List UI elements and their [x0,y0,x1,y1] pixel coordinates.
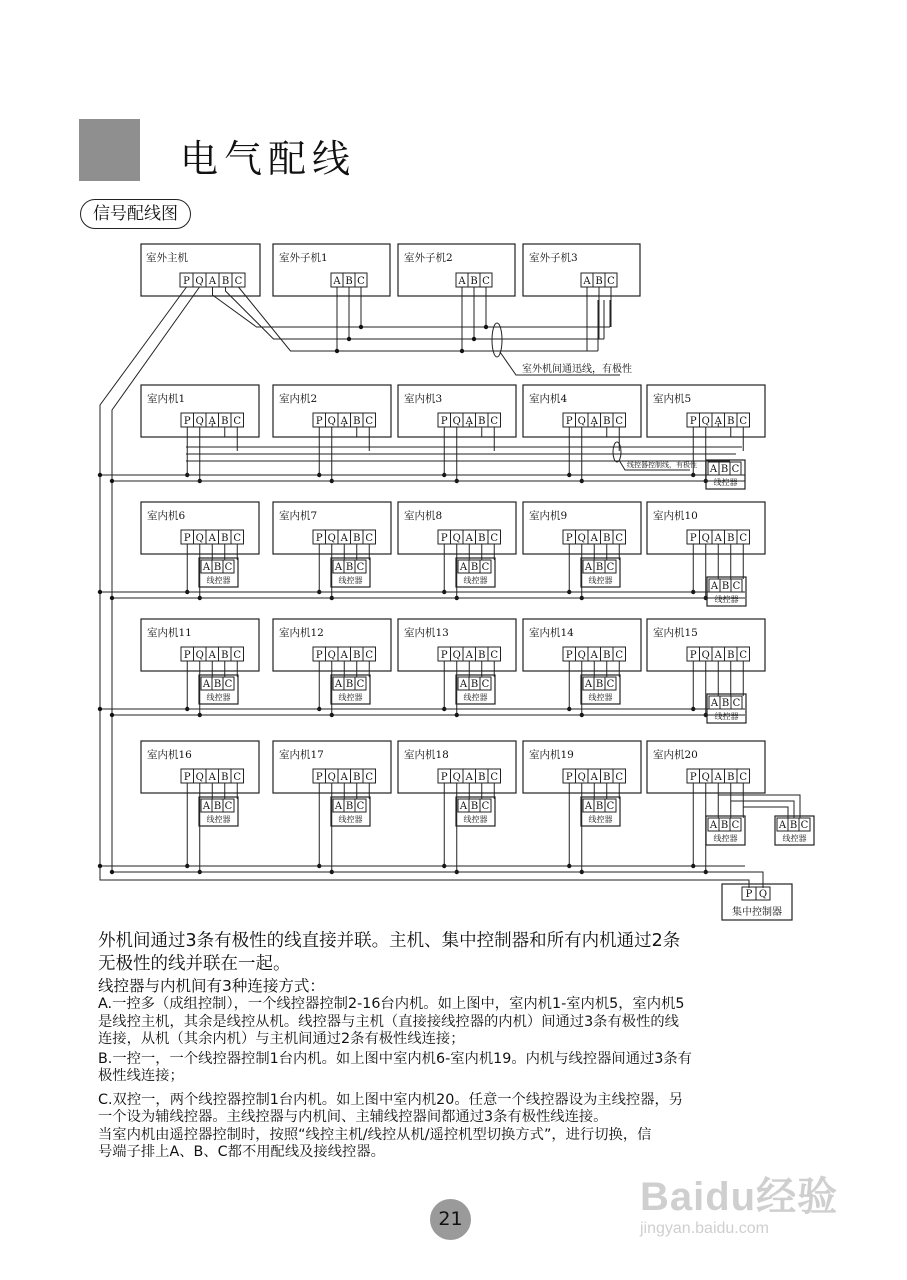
outdoor-sub-terminal-label: A [583,276,591,287]
junction-dot [472,337,476,341]
item-c-line-2: 一个设为辅线控器。主线控器与内机间、主辅线控器间都通过3条有极性线连接。 [98,1109,608,1125]
junction-dot [347,337,351,341]
controller-terminal-label: A [710,581,719,592]
indoor-terminal-label: Q [577,650,586,661]
controller-terminal-label: C [481,679,490,690]
indoor-terminal-label: P [565,650,573,661]
indoor-unit-label: 室内机5 [653,393,692,405]
controller-terminal-label: C [606,801,615,812]
junction-dot [359,325,363,329]
indoor-terminal-label: A [465,650,473,661]
controller-label: 线控器 [713,478,738,487]
junction-dot [460,349,464,353]
indoor-terminal-label: A [340,650,348,661]
indoor-terminal-label: A [714,416,722,427]
controller-terminal-label: B [720,820,729,831]
description-text [98,930,818,1162]
indoor-terminal-label: A [340,416,348,427]
indoor-terminal-label: P [183,416,191,427]
outdoor-sub-terminal-label: B [595,276,603,287]
indoor-terminal-label: Q [577,533,586,544]
indoor-unit-label: 室内机4 [529,393,568,405]
indoor-terminal-label: P [315,416,323,427]
outdoor-sub-label: 室外子机3 [529,252,578,264]
outdoor-main-terminal-label: P [183,276,190,287]
controller-terminal-label: C [606,562,615,573]
controller-terminal-label: C [224,679,233,690]
indoor-terminal-label: B [478,533,486,544]
controller-label: 线控器 [463,576,488,585]
indoor-terminal-label: C [233,416,242,427]
controller-terminal-label: A [584,679,593,690]
controller-terminal-label: A [334,801,343,812]
controller-label: 线控器 [338,815,363,824]
controller-terminal-label: B [213,679,222,690]
indoor-terminal-label: B [603,533,611,544]
outdoor-sub-label: 室外子机1 [279,252,328,264]
indoor-terminal-label: A [714,650,722,661]
item-b-line-1: B.一控一，一个线控器控制1台内机。如上图中室内机6-室内机19。内机与线控器间通过3条有 [98,1050,692,1067]
outdoor-main-terminal-label: B [221,276,230,287]
main-p-bus [100,287,187,880]
indoor-unit-label: 室内机8 [404,510,443,522]
indoor-terminal-label: A [340,772,348,783]
indoor-unit-label: 室内机6 [147,510,186,522]
indoor-terminal-label: B [727,416,735,427]
junction-dot [110,713,114,717]
controller-terminal-label: A [778,820,787,831]
indoor-terminal-label: B [603,416,611,427]
controller-terminal-label: C [356,801,365,812]
indoor-terminal-label: Q [327,650,336,661]
controller-terminal-label: B [789,820,798,831]
controller-terminal-label: B [595,801,604,812]
controller-terminal-label: B [721,581,730,592]
central-controller-label: 集中控制器 [732,907,782,918]
indoor-terminal-label: P [689,533,697,544]
indoor-terminal-label: B [353,533,361,544]
controller-terminal-label: B [345,801,354,812]
indoor-unit-label: 室内机18 [404,749,449,761]
indoor-terminal-label: C [615,416,624,427]
controller-terminal-label: A [202,562,211,573]
watermark [640,1165,860,1238]
indoor-terminal-label: A [714,772,722,783]
indoor-terminal-label: B [727,650,735,661]
outdoor-sub-terminal-label: B [345,276,353,287]
controller-label: 线控器 [714,595,739,604]
outdoor-main-terminal-label: Q [195,276,204,287]
indoor-terminal-label: B [727,772,735,783]
indoor-terminal-label: Q [195,416,204,427]
controller-terminal-label: A [584,801,593,812]
controller-terminal-label: B [721,698,730,709]
outdoor-main-label: 室外主机 [146,252,188,264]
watermark-url: jingyan.baidu.com [640,1220,769,1237]
outdoor-sub-terminal-label: C [357,276,365,287]
controller-terminal-label: C [481,801,490,812]
controller-label: 线控器 [206,693,231,702]
indoor-terminal-label: Q [452,416,461,427]
controller-terminal-label: B [470,562,479,573]
controller-terminal-label: B [345,679,354,690]
indoor-terminal-label: C [615,772,624,783]
indoor-terminal-label: A [590,416,598,427]
controller-terminal-label: A [334,679,343,690]
indoor-terminal-label: A [208,416,216,427]
controller-cable-note: 线控器控制线，有极性 [627,461,697,469]
indoor-terminal-label: A [465,772,473,783]
indoor-terminal-label: Q [701,772,710,783]
indoor-terminal-label: P [183,772,191,783]
indoor-unit-label: 室内机20 [653,749,698,761]
controller-terminal-label: A [709,820,718,831]
indoor-terminal-label: B [478,650,486,661]
indoor-terminal-label: P [689,650,697,661]
indoor-terminal-label: C [615,533,624,544]
indoor-terminal-label: C [739,416,748,427]
controller-terminal-label: C [731,820,740,831]
controller-label: 线控器 [338,576,363,585]
indoor-unit-label: 室内机17 [279,749,324,761]
controller-terminal-label: C [481,562,490,573]
controller-terminal-label: A [584,562,593,573]
indoor-terminal-label: P [689,416,697,427]
junction-dot [110,479,114,483]
controller-terminal-label: C [356,679,365,690]
junction-dot [110,596,114,600]
indoor-unit-label: 室内机7 [279,510,318,522]
junction-dot [335,349,339,353]
central-terminal-label: Q [758,889,768,900]
indoor-terminal-label: Q [577,772,586,783]
junction-dot [98,473,102,477]
indoor-unit-label: 室内机19 [529,749,574,761]
junction-dot [484,325,488,329]
item-a-line-3: 连接，从机（其余内机）与主机间通过2条有极性线连接； [98,1031,465,1047]
controller-terminal-label: A [459,801,468,812]
controller-terminal-label: A [710,698,719,709]
indoor-terminal-label: Q [195,650,204,661]
indoor-terminal-label: Q [452,772,461,783]
indoor-terminal-label: A [714,533,722,544]
controller-label: 线控器 [206,815,231,824]
item-a-line-1: A.一控多（成组控制），一个线控器控制2-16台内机。如上图中，室内机1-室内机5，室内机5 [98,996,685,1012]
controller-terminal-label: C [356,562,365,573]
outdoor-sub-terminal-label: C [482,276,490,287]
indoor-terminal-label: B [603,650,611,661]
indoor-terminal-label: Q [327,416,336,427]
controller-terminal-label: B [345,562,354,573]
controller-label: 线控器 [206,576,231,585]
controller-terminal-label: A [202,679,211,690]
indoor-unit-label: 室内机3 [404,393,443,405]
indoor-terminal-label: A [208,772,216,783]
controller-terminal-label: C [224,562,233,573]
indoor-terminal-label: P [565,772,573,783]
indoor-unit-label: 室内机14 [529,627,574,639]
indoor-terminal-label: B [221,650,229,661]
controller-terminal-label: C [224,801,233,812]
controller-terminal-label: A [459,679,468,690]
outdoor-comm-line [213,287,611,327]
indoor-terminal-label: A [208,650,216,661]
indoor-terminal-label: A [590,772,598,783]
watermark-logo: Baidu经验 [640,1175,839,1219]
indoor-unit-label: 室内机11 [147,627,192,639]
controller-label: 线控器 [588,576,613,585]
controller-terminal-label: C [731,464,740,475]
indoor-unit-label: 室内机13 [404,627,449,639]
indoor-terminal-label: C [365,650,374,661]
controller-terminal-label: B [720,464,729,475]
lead-line-2: 无极性的线并联在一起。 [98,954,291,974]
indoor-unit-label: 室内机16 [147,749,192,761]
lead-line-1: 外机间通过3条有极性的线直接并联。主机、集中控制器和所有内机通过2条 [98,931,681,951]
item-d-line-1: 当室内机由遥控器控制时，按照“线控主机/线控从机/遥控机型切换方式”，进行切换，信 [98,1126,652,1143]
indoor-terminal-label: B [221,533,229,544]
indoor-terminal-label: C [490,416,499,427]
indoor-terminal-label: Q [701,533,710,544]
indoor-terminal-label: C [365,772,374,783]
indoor-terminal-label: C [739,533,748,544]
controller-terminal-label: B [595,679,604,690]
controller-label: 线控器 [463,815,488,824]
controller-label: 线控器 [713,834,738,843]
indoor-terminal-label: C [615,650,624,661]
controller-terminal-label: B [213,801,222,812]
outdoor-main-terminal-label: A [208,276,217,287]
indoor-terminal-label: Q [452,533,461,544]
indoor-terminal-label: P [315,533,323,544]
controller-terminal-label: C [800,820,809,831]
indoor-terminal-label: A [590,533,598,544]
controller-terminal-label: A [202,801,211,812]
page-title: 电气配线 [180,137,357,181]
indoor-unit-label: 室内机2 [279,393,318,405]
indoor-unit-label: 室内机9 [529,510,568,522]
indoor-terminal-label: C [365,416,374,427]
indoor-unit-label: 室内机1 [147,393,186,405]
outdoor-main-terminal-label: C [234,276,243,287]
controller-terminal-label: C [606,679,615,690]
indoor-terminal-label: P [183,533,191,544]
indoor-terminal-label: C [490,772,499,783]
indoor-terminal-label: A [590,650,598,661]
indoor-terminal-label: Q [701,416,710,427]
indoor-terminal-label: C [739,650,748,661]
central-p-line [100,866,749,888]
indoor-terminal-label: B [221,416,229,427]
indoor-unit-label: 室内机10 [653,510,698,522]
outdoor-sub-terminal-label: A [458,276,466,287]
indoor-terminal-label: P [315,772,323,783]
controller-terminal-label: B [213,562,222,573]
sub-heading: 线控器与内机间有3种连接方式： [98,977,325,995]
indoor-terminal-label: A [465,416,473,427]
page-number: 21 [430,1199,471,1240]
controller-terminal-label: B [470,679,479,690]
controller-label: 线控器 [463,693,488,702]
indoor-terminal-label: B [221,772,229,783]
controller-label: 线控器 [782,834,807,843]
item-c-line-1: C.双控一，两个线控器控制1台内机。如上图中室内机20。任意一个线控器设为主线控器，另 [98,1091,684,1108]
controller-terminal-label: A [709,464,718,475]
controller-terminal-label: A [459,562,468,573]
indoor-terminal-label: P [440,533,448,544]
indoor-terminal-label: B [353,772,361,783]
item-a-line-2: 是线控主机，其余是线控从机。线控器与主机（直接接线控器的内机）间通过3条有极性的线 [98,1013,679,1030]
indoor-terminal-label: A [340,533,348,544]
indoor-terminal-label: P [315,650,323,661]
indoor-terminal-label: B [478,772,486,783]
controller-terminal-label: C [732,698,741,709]
indoor-terminal-label: C [233,772,242,783]
indoor-terminal-label: P [440,772,448,783]
indoor-terminal-label: P [440,650,448,661]
indoor-terminal-label: A [208,533,216,544]
indoor-terminal-label: P [565,533,573,544]
cable-bundle-mark [613,442,621,462]
indoor-terminal-label: Q [701,650,710,661]
indoor-terminal-label: B [603,772,611,783]
outdoor-comm-line [239,287,599,351]
indoor-terminal-label: C [365,533,374,544]
indoor-terminal-label: P [689,772,697,783]
controller-label: 线控器 [588,815,613,824]
controller-terminal-label: A [334,562,343,573]
outdoor-sub-terminal-label: C [607,276,615,287]
outdoor-cable-note: 室外机间通迅线，有极性 [522,364,632,375]
outdoor-sub-terminal-label: A [333,276,341,287]
item-d-line-2: 号端子排上A、B、C都不用配线及接线控器。 [98,1144,385,1160]
indoor-terminal-label: A [465,533,473,544]
indoor-terminal-label: C [233,533,242,544]
controller-terminal-label: B [595,562,604,573]
indoor-terminal-label: B [727,533,735,544]
controller-label: 线控器 [338,693,363,702]
item-b-line-2: 极性线连接； [98,1068,184,1084]
section-tag: 信号配线图 [80,199,191,229]
indoor-terminal-label: C [233,650,242,661]
central-terminal-label: P [745,889,753,900]
controller-label: 线控器 [714,712,739,721]
indoor-terminal-label: P [183,650,191,661]
junction-dot [110,870,114,874]
indoor-unit-label: 室内机15 [653,627,698,639]
indoor-terminal-label: B [353,650,361,661]
indoor-terminal-label: Q [195,533,204,544]
indoor-terminal-label: Q [327,772,336,783]
indoor-terminal-label: C [490,533,499,544]
indoor-terminal-label: Q [452,650,461,661]
indoor-unit-label: 室内机12 [279,627,324,639]
indoor-terminal-label: B [353,416,361,427]
controller-terminal-label: B [470,801,479,812]
junction-dot [98,590,102,594]
indoor-terminal-label: C [490,650,499,661]
outdoor-sub-terminal-label: B [470,276,478,287]
outdoor-sub-label: 室外子机2 [404,252,453,264]
indoor-terminal-label: Q [195,772,204,783]
outdoor-comm-line [226,287,605,339]
indoor-terminal-label: Q [577,416,586,427]
controller-terminal-label: C [732,581,741,592]
controller-label: 线控器 [588,693,613,702]
indoor-terminal-label: C [739,772,748,783]
indoor-terminal-label: P [565,416,573,427]
indoor-terminal-label: Q [327,533,336,544]
junction-dot [98,707,102,711]
indoor-terminal-label: B [478,416,486,427]
indoor-terminal-label: P [440,416,448,427]
